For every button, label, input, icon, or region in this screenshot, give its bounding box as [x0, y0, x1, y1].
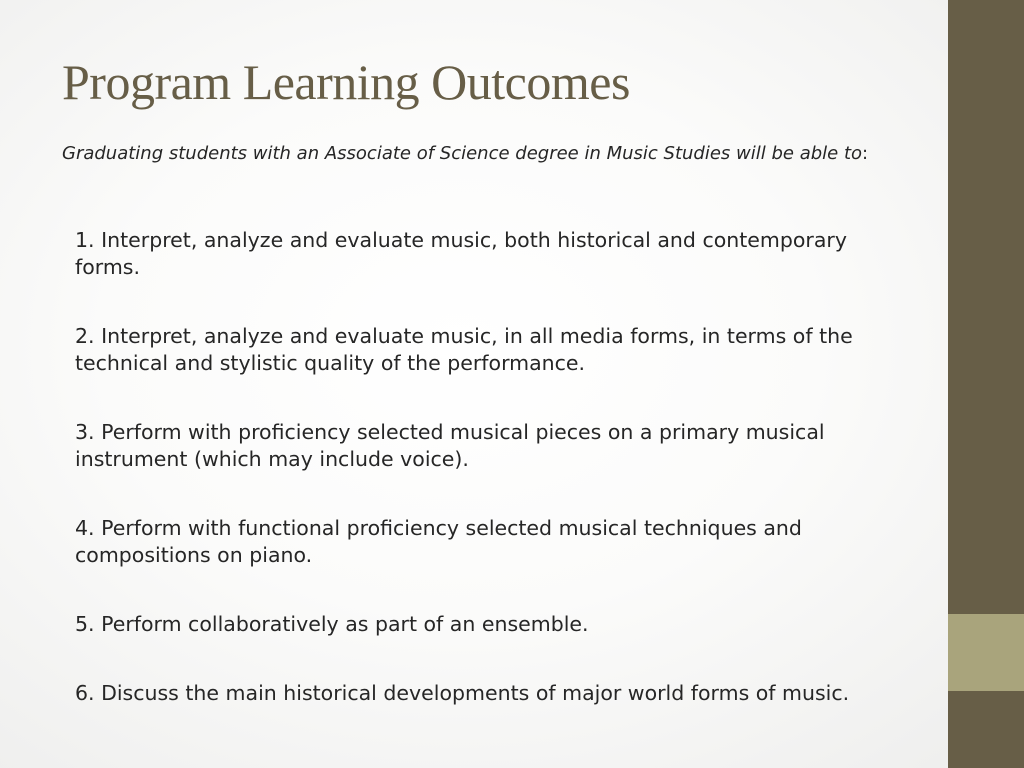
- outcome-item-4: 4. Perform with functional proficiency selected musical techniques and compositions on piano.: [75, 516, 802, 567]
- intro-italic-text: Graduating students with an Associate of Science degree in Music Studies will be able to: [62, 143, 863, 164]
- outcomes-list: [75, 227, 885, 749]
- sidebar-accent-block: [948, 614, 1024, 691]
- intro-text: [62, 142, 872, 165]
- outcome-item-1: 1. Interpret, analyze and evaluate music, both historical and contemporary forms.: [75, 228, 847, 279]
- outcome-item-5: 5. Perform collaboratively as part of an ensemble.: [75, 612, 589, 636]
- outcome-item-3: 3. Perform with proficiency selected musical pieces on a primary musical instrument (which may include voice).: [75, 420, 825, 471]
- outcome-item-6: 6. Discuss the main historical developments of major world forms of music.: [75, 681, 850, 705]
- decorative-sidebar: [948, 0, 1024, 768]
- outcome-item-2: 2. Interpret, analyze and evaluate music, in all media forms, in terms of the technical and stylistic quality of the performance.: [75, 324, 853, 375]
- intro-colon: :: [862, 143, 869, 164]
- slide-title: Program Learning Outcomes: [62, 54, 630, 110]
